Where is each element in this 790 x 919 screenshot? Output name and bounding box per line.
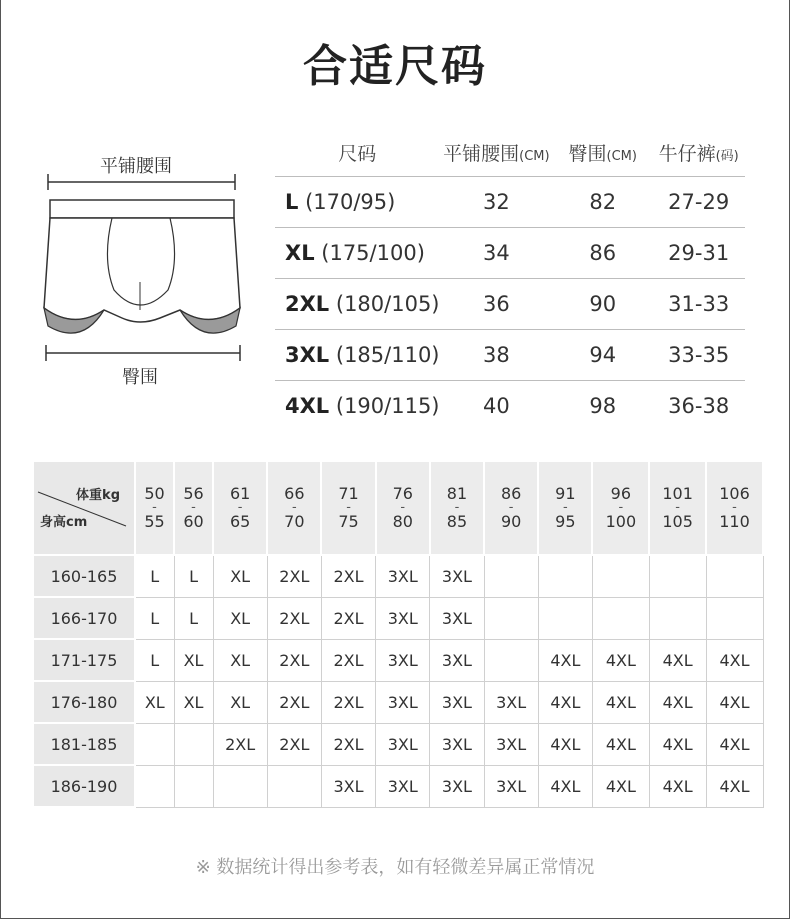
size-recommendation-cell [538, 597, 592, 639]
size-recommendation-cell [706, 555, 763, 597]
size-recommendation-cell: 3XL [430, 639, 484, 681]
height-row [33, 765, 763, 807]
height-range-cell: 181-185 [33, 723, 135, 765]
weight-range-header: 101 - 105 [649, 461, 706, 555]
size-recommendation-cell: 3XL [484, 723, 538, 765]
size-recommendation-cell: 4XL [538, 723, 592, 765]
height-row [33, 555, 763, 597]
size-recommendation-cell [592, 597, 649, 639]
size-recommendation-cell [174, 765, 213, 807]
height-row [33, 681, 763, 723]
weight-range-header: 81 - 85 [430, 461, 484, 555]
size-row [275, 176, 745, 227]
size-recommendation-cell [135, 723, 174, 765]
size-recommendation-cell: 4XL [592, 765, 649, 807]
size-recommendation-cell: 4XL [538, 681, 592, 723]
size-recommendation-cell: L [174, 555, 213, 597]
size-recommendation-cell [538, 555, 592, 597]
weight-range-header: 71 - 75 [321, 461, 375, 555]
size-recommendation-cell: 3XL [430, 765, 484, 807]
size-recommendation-cell: 4XL [649, 723, 706, 765]
size-recommendation-cell: 4XL [649, 681, 706, 723]
height-row [33, 639, 763, 681]
header-waist: 平铺腰围(CM) [443, 143, 550, 166]
size-recommendation-cell: 3XL [430, 723, 484, 765]
size-recommendation-cell: 3XL [430, 555, 484, 597]
size-recommendation-cell: 4XL [538, 639, 592, 681]
size-recommendation-cell: L [135, 597, 174, 639]
brief-drawing [40, 150, 245, 390]
size-row [275, 227, 745, 278]
hip-cell: 94 [553, 329, 652, 380]
size-row [275, 380, 745, 431]
size-recommendation-cell: L [174, 597, 213, 639]
jeans-cell: 29-31 [652, 227, 745, 278]
height-row [33, 597, 763, 639]
hip-label: 臀围 [122, 367, 158, 388]
jeans-cell: 33-35 [652, 329, 745, 380]
size-row [275, 278, 745, 329]
size-table [275, 130, 745, 431]
jeans-cell: 27-29 [652, 176, 745, 227]
height-weight-grid [32, 460, 764, 808]
height-range-cell: 186-190 [33, 765, 135, 807]
size-recommendation-cell: 3XL [376, 555, 430, 597]
size-recommendation-cell: 3XL [376, 681, 430, 723]
weight-axis-label: 体重kg [76, 488, 120, 503]
waist-cell: 34 [440, 227, 554, 278]
size-recommendation-cell [484, 639, 538, 681]
size-recommendation-cell: 2XL [321, 555, 375, 597]
height-range-cell: 176-180 [33, 681, 135, 723]
size-recommendation-cell [213, 765, 267, 807]
page-title: 合适尺码 [303, 41, 487, 92]
size-recommendation-cell: 3XL [321, 765, 375, 807]
height-axis-label: 身高cm [40, 515, 88, 530]
hip-cell: 86 [553, 227, 652, 278]
height-row [33, 723, 763, 765]
size-recommendation-cell [484, 597, 538, 639]
size-recommendation-cell: XL [174, 681, 213, 723]
weight-range-header: 56 - 60 [174, 461, 213, 555]
size-recommendation-cell: 3XL [484, 765, 538, 807]
size-recommendation-cell: 4XL [706, 681, 763, 723]
weight-range-header: 61 - 65 [213, 461, 267, 555]
hip-cell: 98 [553, 380, 652, 431]
footnote: ※ 数据统计得出参考表，如有轻微差异属正常情况 [195, 857, 595, 878]
size-recommendation-cell: 3XL [376, 597, 430, 639]
waist-cell: 32 [440, 176, 554, 227]
height-range-cell: 160-165 [33, 555, 135, 597]
header-hip: 臀围(CM) [568, 143, 637, 166]
waist-cell: 38 [440, 329, 554, 380]
hip-cell: 90 [553, 278, 652, 329]
jeans-cell: 31-33 [652, 278, 745, 329]
size-recommendation-cell [267, 765, 321, 807]
size-cell: 2XL (180/105) [275, 278, 440, 329]
weight-range-header: 76 - 80 [376, 461, 430, 555]
size-recommendation-cell: 4XL [538, 765, 592, 807]
size-recommendation-cell: XL [213, 681, 267, 723]
size-recommendation-cell: 2XL [267, 681, 321, 723]
size-recommendation-cell: 3XL [376, 723, 430, 765]
size-recommendation-cell: 2XL [267, 639, 321, 681]
size-recommendation-cell: 2XL [321, 681, 375, 723]
size-cell: XL (175/100) [275, 227, 440, 278]
weight-range-header: 86 - 90 [484, 461, 538, 555]
header-jeans: 牛仔裤(码) [658, 143, 739, 166]
size-recommendation-cell: 4XL [706, 765, 763, 807]
size-recommendation-cell: 4XL [706, 639, 763, 681]
size-recommendation-cell: XL [213, 639, 267, 681]
size-recommendation-cell: 4XL [592, 723, 649, 765]
height-range-cell: 171-175 [33, 639, 135, 681]
header-size: 尺码 [338, 143, 377, 166]
weight-range-header: 66 - 70 [267, 461, 321, 555]
size-row [275, 329, 745, 380]
size-cell: L (170/95) [275, 176, 440, 227]
size-recommendation-cell [649, 555, 706, 597]
underwear-illustration [40, 150, 245, 390]
waist-cell: 36 [440, 278, 554, 329]
size-recommendation-cell [484, 555, 538, 597]
height-range-cell: 166-170 [33, 597, 135, 639]
size-recommendation-cell: L [135, 555, 174, 597]
size-recommendation-cell: 2XL [321, 597, 375, 639]
size-recommendation-cell: XL [213, 555, 267, 597]
weight-range-header: 96 - 100 [592, 461, 649, 555]
size-recommendation-cell: 4XL [706, 723, 763, 765]
weight-range-header: 50 - 55 [135, 461, 174, 555]
size-recommendation-cell: 4XL [592, 681, 649, 723]
size-recommendation-cell: 3XL [430, 681, 484, 723]
weight-range-header: 91 - 95 [538, 461, 592, 555]
grid-header [33, 461, 763, 555]
size-recommendation-cell [174, 723, 213, 765]
size-cell: 3XL (185/110) [275, 329, 440, 380]
size-recommendation-cell: 4XL [592, 639, 649, 681]
size-recommendation-cell: XL [135, 681, 174, 723]
size-recommendation-cell [592, 555, 649, 597]
size-recommendation-cell: L [135, 639, 174, 681]
size-recommendation-cell: 3XL [484, 681, 538, 723]
size-recommendation-cell: 2XL [267, 597, 321, 639]
size-recommendation-cell: 2XL [267, 555, 321, 597]
size-recommendation-cell: 3XL [430, 597, 484, 639]
waist-cell: 40 [440, 380, 554, 431]
size-recommendation-cell [135, 765, 174, 807]
hip-cell: 82 [553, 176, 652, 227]
size-table-header [275, 130, 745, 176]
size-recommendation-cell: 4XL [649, 639, 706, 681]
grid-corner [33, 461, 135, 555]
size-recommendation-cell: 2XL [321, 723, 375, 765]
size-recommendation-cell: 2XL [321, 639, 375, 681]
size-recommendation-cell [706, 597, 763, 639]
size-recommendation-cell: XL [174, 639, 213, 681]
waist-label: 平铺腰围 [100, 156, 172, 177]
size-recommendation-cell: 3XL [376, 765, 430, 807]
jeans-cell: 36-38 [652, 380, 745, 431]
size-recommendation-cell: XL [213, 597, 267, 639]
weight-range-header: 106 - 110 [706, 461, 763, 555]
size-recommendation-cell [649, 597, 706, 639]
size-recommendation-cell: 3XL [376, 639, 430, 681]
size-cell: 4XL (190/115) [275, 380, 440, 431]
size-recommendation-cell: 4XL [649, 765, 706, 807]
size-recommendation-cell: 2XL [213, 723, 267, 765]
size-recommendation-cell: 2XL [267, 723, 321, 765]
